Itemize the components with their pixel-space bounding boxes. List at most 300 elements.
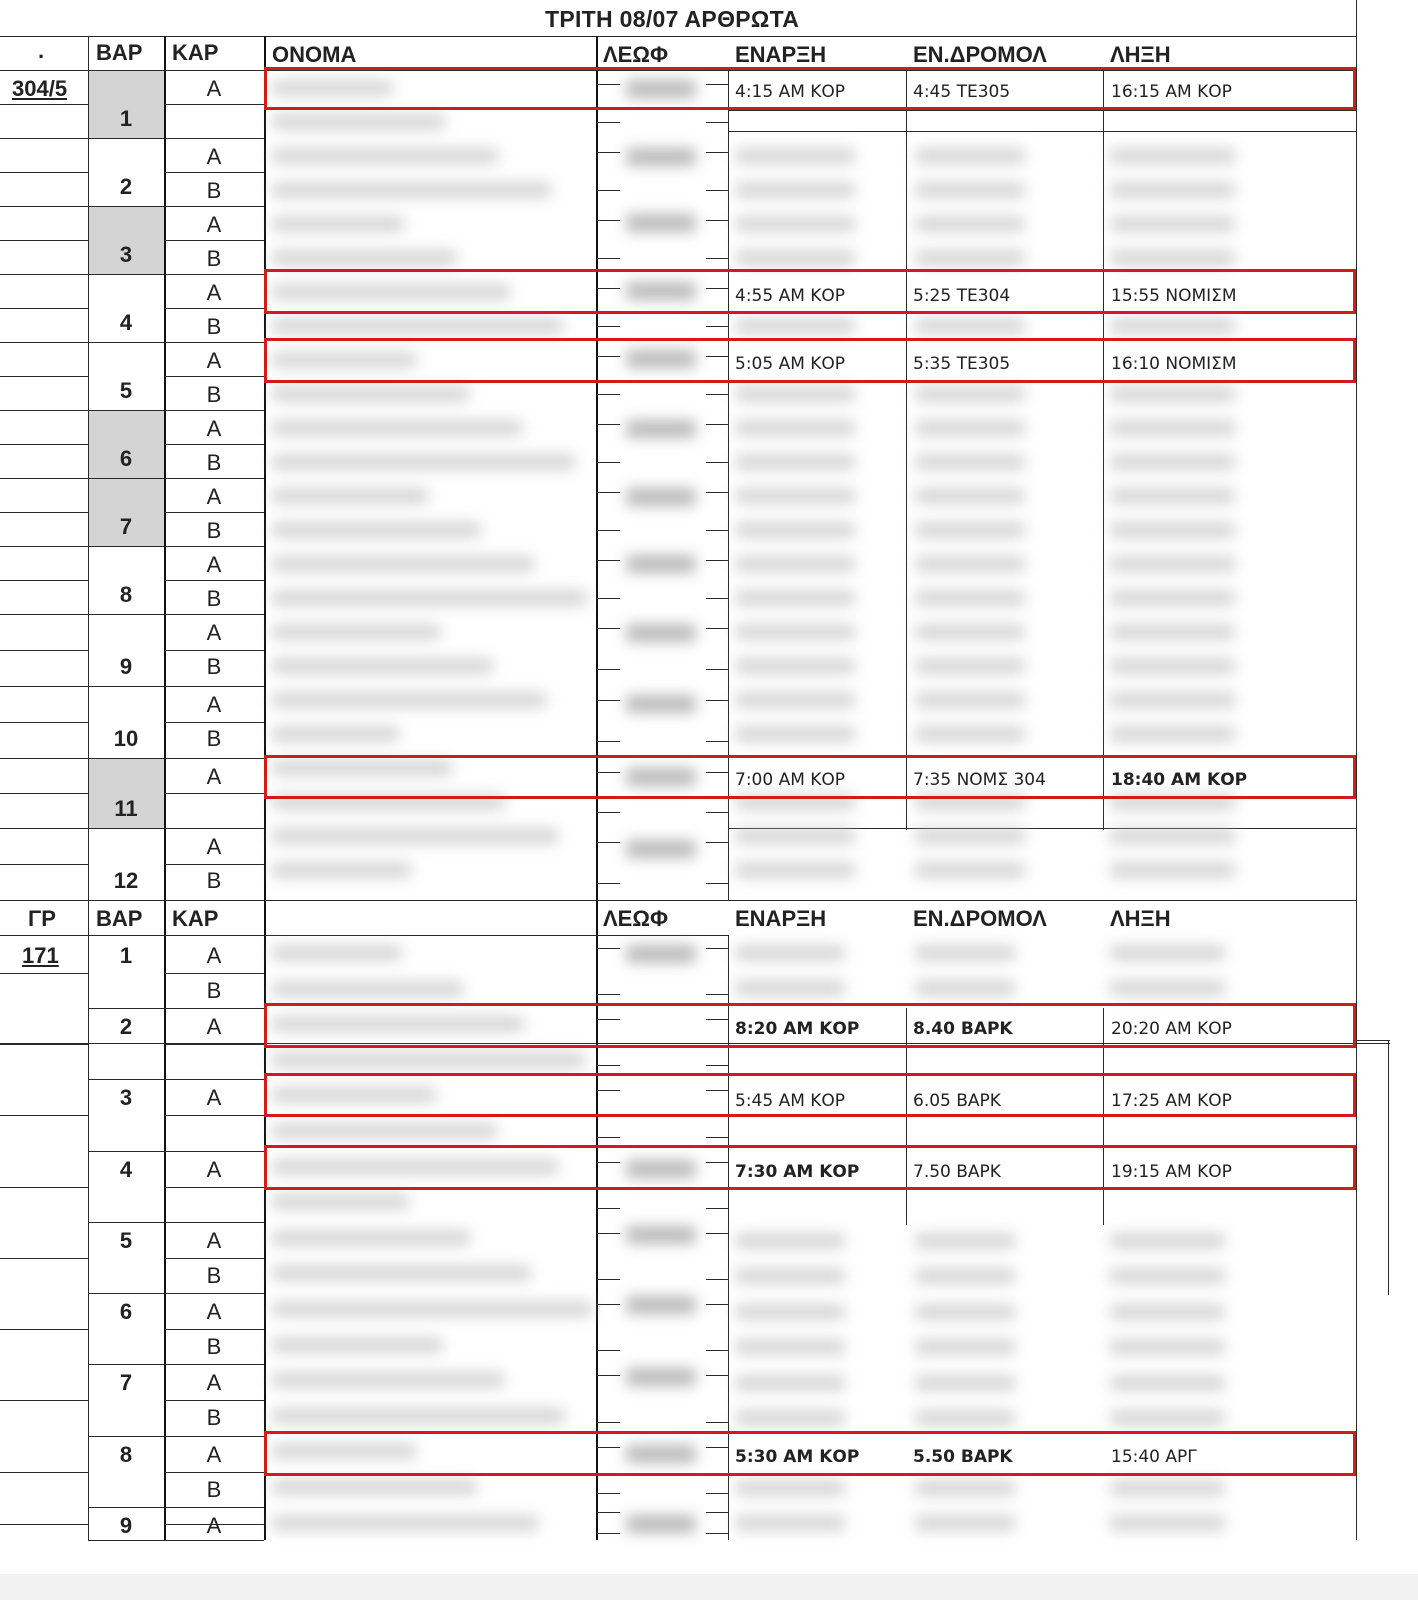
redacted-block	[915, 1410, 1015, 1426]
redacted-block	[1110, 624, 1235, 640]
redacted-block	[272, 216, 404, 232]
redacted-block	[626, 214, 696, 232]
redacted-block	[735, 692, 855, 708]
grid-line	[88, 1540, 264, 1541]
redacted-block	[735, 386, 855, 402]
grid-line	[706, 122, 728, 123]
kar-letter-b: Β	[206, 518, 222, 543]
grid-line	[706, 669, 728, 670]
redacted-block	[915, 945, 1015, 961]
grid-line	[164, 308, 264, 309]
grid-line	[596, 994, 620, 995]
redacted-block	[272, 726, 399, 742]
redacted-block	[735, 318, 855, 334]
redacted-block	[626, 624, 696, 642]
grid-line	[596, 1304, 620, 1305]
grid-line	[0, 793, 88, 794]
g2-row-3-end: 17:25 ΑΜ ΚΟΡ	[1111, 1091, 1232, 1111]
grid-line	[906, 70, 907, 830]
header2-route: ΕΝ.ΔΡΟΜΟΛ	[913, 906, 1047, 931]
redacted-block	[735, 148, 855, 164]
g1-row-4-start: 4:55 ΑΜ ΚΟΡ	[735, 286, 846, 306]
redacted-block	[1110, 386, 1235, 402]
header-dot: .	[38, 38, 45, 63]
grid-line	[0, 376, 88, 377]
grid-line	[164, 1115, 264, 1116]
grid-line	[706, 628, 728, 629]
redacted-block	[915, 692, 1025, 708]
redacted-block	[272, 1123, 497, 1139]
redacted-block	[626, 695, 696, 713]
grid-line	[596, 628, 620, 629]
redacted-block	[735, 1480, 845, 1496]
redacted-block	[735, 556, 855, 572]
grid-line	[164, 1472, 264, 1473]
header-name: ΟΝΟΜΑ	[272, 42, 357, 67]
redacted-block	[1110, 488, 1235, 504]
grid-line	[164, 1400, 264, 1401]
redacted-block	[1110, 692, 1235, 708]
kar-letter-a: Α	[206, 1299, 222, 1324]
redacted-block	[272, 1230, 470, 1246]
header2-leof: ΛΕΩΦ	[603, 906, 669, 931]
redacted-block	[915, 658, 1025, 674]
grid-line	[596, 1279, 620, 1280]
redacted-block	[1110, 590, 1235, 606]
redacted-block	[272, 1301, 592, 1317]
redacted-block	[272, 420, 522, 436]
grid-line	[0, 650, 88, 651]
grid-line	[0, 274, 164, 275]
horizontal-scrollbar[interactable]	[0, 1574, 1418, 1600]
grid-line	[596, 560, 620, 561]
redacted-block	[272, 1265, 531, 1281]
shift-number: 4	[119, 310, 133, 335]
grid-line	[0, 1524, 88, 1525]
redacted-block	[272, 945, 402, 961]
redacted-block	[272, 114, 445, 130]
kar-letter-b: Β	[206, 450, 222, 475]
grid-line	[728, 131, 1356, 132]
grid-line	[0, 864, 88, 865]
redacted-block	[1110, 454, 1235, 470]
grid-line	[596, 492, 620, 493]
redacted-block	[1110, 1339, 1225, 1355]
kar-letter-b: Β	[206, 1334, 222, 1359]
grid-line	[706, 258, 728, 259]
grid-line	[596, 394, 620, 395]
shift-number: 12	[113, 868, 139, 893]
redacted-block	[272, 488, 428, 504]
shift-number: 9	[119, 1513, 133, 1538]
redacted-block	[1110, 980, 1225, 996]
g1-row-4-end: 15:55 ΝΟΜΙΣΜ	[1111, 286, 1237, 306]
kar-letter-a: Α	[206, 416, 222, 441]
grid-line	[164, 650, 264, 651]
grid-line	[596, 530, 620, 531]
grid-line	[0, 138, 164, 139]
redacted-block	[915, 862, 1025, 878]
highlight-box	[264, 1073, 1356, 1117]
g2-row-4-start: 7:30 ΑΜ ΚΟΡ	[735, 1162, 860, 1182]
redacted-block	[915, 590, 1025, 606]
grid-line	[706, 394, 728, 395]
redacted-block	[1110, 1410, 1225, 1426]
grid-line	[596, 1422, 620, 1423]
redacted-block	[272, 182, 551, 198]
grid-line	[0, 240, 88, 241]
redacted-block	[1110, 1480, 1225, 1496]
grid-line	[728, 110, 1356, 111]
kar-letter-a: Α	[206, 764, 222, 789]
redacted-block	[735, 1268, 845, 1284]
shift-number: 2	[119, 1014, 133, 1039]
kar-letter-a: Α	[206, 552, 222, 577]
grid-line	[706, 1350, 728, 1351]
kar-letter-a: Α	[206, 1228, 222, 1253]
redacted-block	[1110, 522, 1235, 538]
redacted-block	[1110, 556, 1235, 572]
grid-line	[596, 1493, 620, 1494]
redacted-block	[735, 420, 855, 436]
grid-line	[88, 1222, 264, 1223]
kar-letter-a: Α	[206, 1157, 222, 1182]
redacted-block	[626, 1226, 696, 1244]
redacted-block	[626, 840, 696, 858]
redacted-block	[626, 488, 696, 506]
redacted-block	[915, 556, 1025, 572]
header2-bar: ΒΑΡ	[96, 906, 143, 931]
group2-label: 171	[22, 943, 59, 968]
redacted-block	[272, 590, 587, 606]
grid-line	[0, 512, 88, 513]
grid-line	[596, 1065, 620, 1066]
g2-row-8-start: 5:30 ΑΜ ΚΟΡ	[735, 1447, 860, 1467]
shift-number: 4	[119, 1157, 133, 1182]
g1-row-4-route: 5:25 ΤΕ304	[913, 286, 1011, 306]
highlight-box	[264, 67, 1356, 110]
grid-line	[706, 462, 728, 463]
kar-letter-a: Α	[206, 943, 222, 968]
grid-line	[164, 512, 264, 513]
kar-letter-b: Β	[206, 178, 222, 203]
redacted-block	[1110, 1233, 1225, 1249]
redacted-block	[272, 148, 498, 164]
redacted-block	[735, 1410, 845, 1426]
redacted-block	[1110, 1375, 1225, 1391]
g1-row-5-start: 5:05 ΑΜ ΚΟΡ	[735, 354, 846, 374]
grid-line	[0, 973, 88, 974]
grid-line	[596, 1233, 620, 1234]
redacted-block	[735, 726, 855, 742]
grid-line	[88, 1151, 264, 1152]
redacted-block	[735, 182, 855, 198]
grid-line	[706, 220, 728, 221]
redacted-block	[272, 692, 546, 708]
redacted-block	[915, 420, 1025, 436]
grid-line	[0, 546, 164, 547]
shift-number: 10	[113, 726, 139, 751]
redacted-block	[915, 250, 1025, 266]
redacted-block	[1110, 1268, 1225, 1284]
redacted-block	[735, 250, 855, 266]
redacted-block	[915, 454, 1025, 470]
redacted-block	[272, 250, 457, 266]
grid-line	[0, 342, 164, 343]
grid-line	[706, 1375, 728, 1376]
grid-line	[706, 812, 728, 813]
g1-row-5-route: 5:35 ΤΕ305	[913, 354, 1011, 374]
grid-line	[706, 1208, 728, 1209]
redacted-block	[1110, 420, 1235, 436]
grid-line	[596, 152, 620, 153]
grid-line	[706, 1493, 728, 1494]
redacted-block	[1110, 250, 1235, 266]
g2-row-2-start: 8:20 ΑΜ ΚΟΡ	[735, 1019, 860, 1039]
kar-letter-b: Β	[206, 382, 222, 407]
redacted-block	[915, 1304, 1015, 1320]
grid-line	[0, 444, 88, 445]
grid-line	[706, 1065, 728, 1066]
grid-line	[706, 424, 728, 425]
grid-line	[596, 700, 620, 701]
grid-line	[596, 1137, 620, 1138]
g1-row-11-route: 7:35 ΝΟΜΣ 304	[913, 770, 1046, 790]
grid-line	[0, 828, 164, 829]
grid-line	[88, 1293, 264, 1294]
grid-line	[596, 1208, 620, 1209]
grid-line	[88, 1008, 264, 1009]
redacted-block	[915, 182, 1025, 198]
highlight-box	[264, 755, 1356, 799]
redacted-block	[272, 454, 575, 470]
kar-letter-a: Α	[206, 1442, 222, 1467]
redacted-block	[735, 590, 855, 606]
g1-row-1-start: 4:15 ΑΜ ΚΟΡ	[735, 82, 846, 102]
kar-letter-a: Α	[206, 1085, 222, 1110]
grid-line	[706, 152, 728, 153]
redacted-block	[272, 522, 481, 538]
redacted-block	[735, 828, 855, 844]
grid-line	[164, 1187, 264, 1188]
g1-row-11-end: 18:40 ΑΜ ΚΟΡ	[1111, 770, 1248, 790]
header-bar: ΒΑΡ	[96, 40, 143, 65]
redacted-block	[915, 386, 1025, 402]
redacted-block	[735, 1233, 845, 1249]
grid-line	[164, 444, 264, 445]
grid-line	[0, 1400, 88, 1401]
grid-line	[88, 1507, 264, 1508]
grid-line	[88, 1079, 264, 1080]
redacted-block	[915, 488, 1025, 504]
redacted-block	[272, 1194, 409, 1210]
kar-letter-a: Α	[206, 144, 222, 169]
redacted-block	[915, 522, 1025, 538]
shift-number: 5	[119, 378, 133, 403]
grid-line	[596, 462, 620, 463]
grid-line	[0, 1187, 88, 1188]
g2-row-4-end: 19:15 ΑΜ ΚΟΡ	[1111, 1162, 1232, 1182]
g1-row-11-start: 7:00 ΑΜ ΚΟΡ	[735, 770, 846, 790]
redacted-block	[1110, 726, 1235, 742]
kar-letter-a: Α	[206, 692, 222, 717]
redacted-block	[735, 945, 845, 961]
grid-line	[1388, 1040, 1389, 1295]
grid-line	[706, 842, 728, 843]
redacted-block	[735, 1515, 845, 1531]
redacted-block	[735, 1339, 845, 1355]
redacted-block	[735, 1375, 845, 1391]
redacted-block	[735, 454, 855, 470]
redacted-block	[626, 1296, 696, 1314]
grid-line	[0, 1472, 88, 1473]
kar-letter-a: Α	[206, 1513, 222, 1538]
highlight-box	[264, 1145, 1356, 1190]
grid-line	[596, 812, 620, 813]
redacted-block	[272, 556, 534, 572]
grid-line	[0, 580, 88, 581]
grid-line	[706, 700, 728, 701]
grid-line	[0, 308, 88, 309]
kar-letter-b: Β	[206, 726, 222, 751]
grid-line	[164, 580, 264, 581]
grid-line	[706, 1137, 728, 1138]
shift-number: 8	[119, 1442, 133, 1467]
redacted-block	[626, 1368, 696, 1386]
redacted-block	[1110, 182, 1235, 198]
kar-letter-a: Α	[206, 1014, 222, 1039]
grid-line	[0, 686, 164, 687]
redacted-block	[1110, 216, 1235, 232]
grid-line	[164, 104, 264, 105]
grid-line	[1356, 0, 1357, 1540]
redacted-block	[1110, 828, 1235, 844]
grid-line	[596, 258, 620, 259]
redacted-block	[1110, 318, 1235, 334]
grid-line	[706, 883, 728, 884]
kar-letter-a: Α	[206, 1370, 222, 1395]
grid-line	[596, 883, 620, 884]
highlight-box	[264, 269, 1356, 314]
header-kar: ΚΑΡ	[172, 40, 219, 65]
redacted-block	[272, 1337, 443, 1353]
redacted-block	[915, 1339, 1015, 1355]
redacted-block	[272, 1408, 565, 1424]
shift-number: 8	[119, 582, 133, 607]
grid-line	[0, 1115, 88, 1116]
grid-line	[706, 1512, 728, 1513]
redacted-block	[735, 488, 855, 504]
header-route: ΕΝ.ΔΡΟΜΟΛ	[913, 42, 1047, 67]
grid-line	[0, 1329, 88, 1330]
shift-number: 7	[119, 1370, 133, 1395]
grid-line	[0, 1258, 88, 1259]
redacted-block	[626, 555, 696, 573]
grid-line	[706, 1422, 728, 1423]
redacted-block	[1110, 658, 1235, 674]
g1-row-5-end: 16:10 ΝΟΜΙΣΜ	[1111, 354, 1237, 374]
redacted-block	[915, 1515, 1015, 1531]
shift-number: 9	[119, 654, 133, 679]
grid-line	[596, 424, 620, 425]
grid-line	[596, 190, 620, 191]
redacted-block	[915, 624, 1025, 640]
redacted-block	[1110, 945, 1225, 961]
grid-line	[706, 994, 728, 995]
grid-line	[0, 722, 88, 723]
shift-number: 11	[114, 796, 138, 821]
shift-number: 6	[119, 1299, 133, 1324]
grid-line	[596, 122, 620, 123]
grid-line	[706, 492, 728, 493]
redacted-block	[1110, 862, 1235, 878]
kar-letter-a: Α	[206, 620, 222, 645]
grid-line	[164, 722, 264, 723]
grid-line	[706, 1279, 728, 1280]
grid-line	[706, 1233, 728, 1234]
grid-line	[706, 326, 728, 327]
g1-row-1-route: 4:45 ΤΕ305	[913, 82, 1011, 102]
redacted-block	[272, 828, 558, 844]
grid-line	[164, 172, 264, 173]
kar-letter-a: Α	[206, 834, 222, 859]
header2-start: ΕΝΑΡΞΗ	[735, 906, 827, 931]
redacted-block	[1110, 1515, 1225, 1531]
redacted-block	[626, 1515, 696, 1533]
redacted-block	[735, 1304, 845, 1320]
grid-line	[596, 1512, 620, 1513]
redacted-block	[915, 1480, 1015, 1496]
redacted-block	[915, 318, 1025, 334]
redacted-block	[272, 1372, 504, 1388]
grid-line	[706, 530, 728, 531]
grid-line	[596, 220, 620, 221]
kar-letter-b: Β	[206, 586, 222, 611]
redacted-block	[915, 1375, 1015, 1391]
grid-line	[1103, 70, 1104, 830]
highlight-box	[264, 1003, 1356, 1048]
redacted-block	[915, 726, 1025, 742]
redacted-block	[272, 981, 463, 997]
grid-line	[706, 1304, 728, 1305]
redacted-block	[735, 862, 855, 878]
kar-letter-a: Α	[206, 348, 222, 373]
grid-line	[596, 948, 620, 949]
kar-letter-b: Β	[206, 1405, 222, 1430]
grid-line	[164, 240, 264, 241]
highlight-box	[264, 1431, 1356, 1476]
redacted-block	[272, 1515, 538, 1531]
redacted-block	[735, 658, 855, 674]
grid-line	[0, 614, 164, 615]
shift-number: 1	[119, 106, 133, 131]
redacted-block	[626, 148, 696, 166]
redacted-block	[626, 945, 696, 963]
header2-end: ΛΗΞΗ	[1110, 906, 1171, 931]
grid-line	[164, 1258, 264, 1259]
grid-line	[706, 1533, 728, 1534]
g1-row-1-end: 16:15 ΑΜ ΚΟΡ	[1111, 82, 1232, 102]
redacted-block	[272, 1052, 585, 1068]
kar-letter-b: Β	[206, 1477, 222, 1502]
redacted-block	[915, 1268, 1015, 1284]
g2-row-2-end: 20:20 ΑΜ ΚΟΡ	[1111, 1019, 1232, 1039]
grid-line	[0, 172, 88, 173]
header-start: ΕΝΑΡΞΗ	[735, 42, 827, 67]
grid-line	[706, 948, 728, 949]
grid-line	[164, 793, 264, 794]
grid-line	[596, 669, 620, 670]
